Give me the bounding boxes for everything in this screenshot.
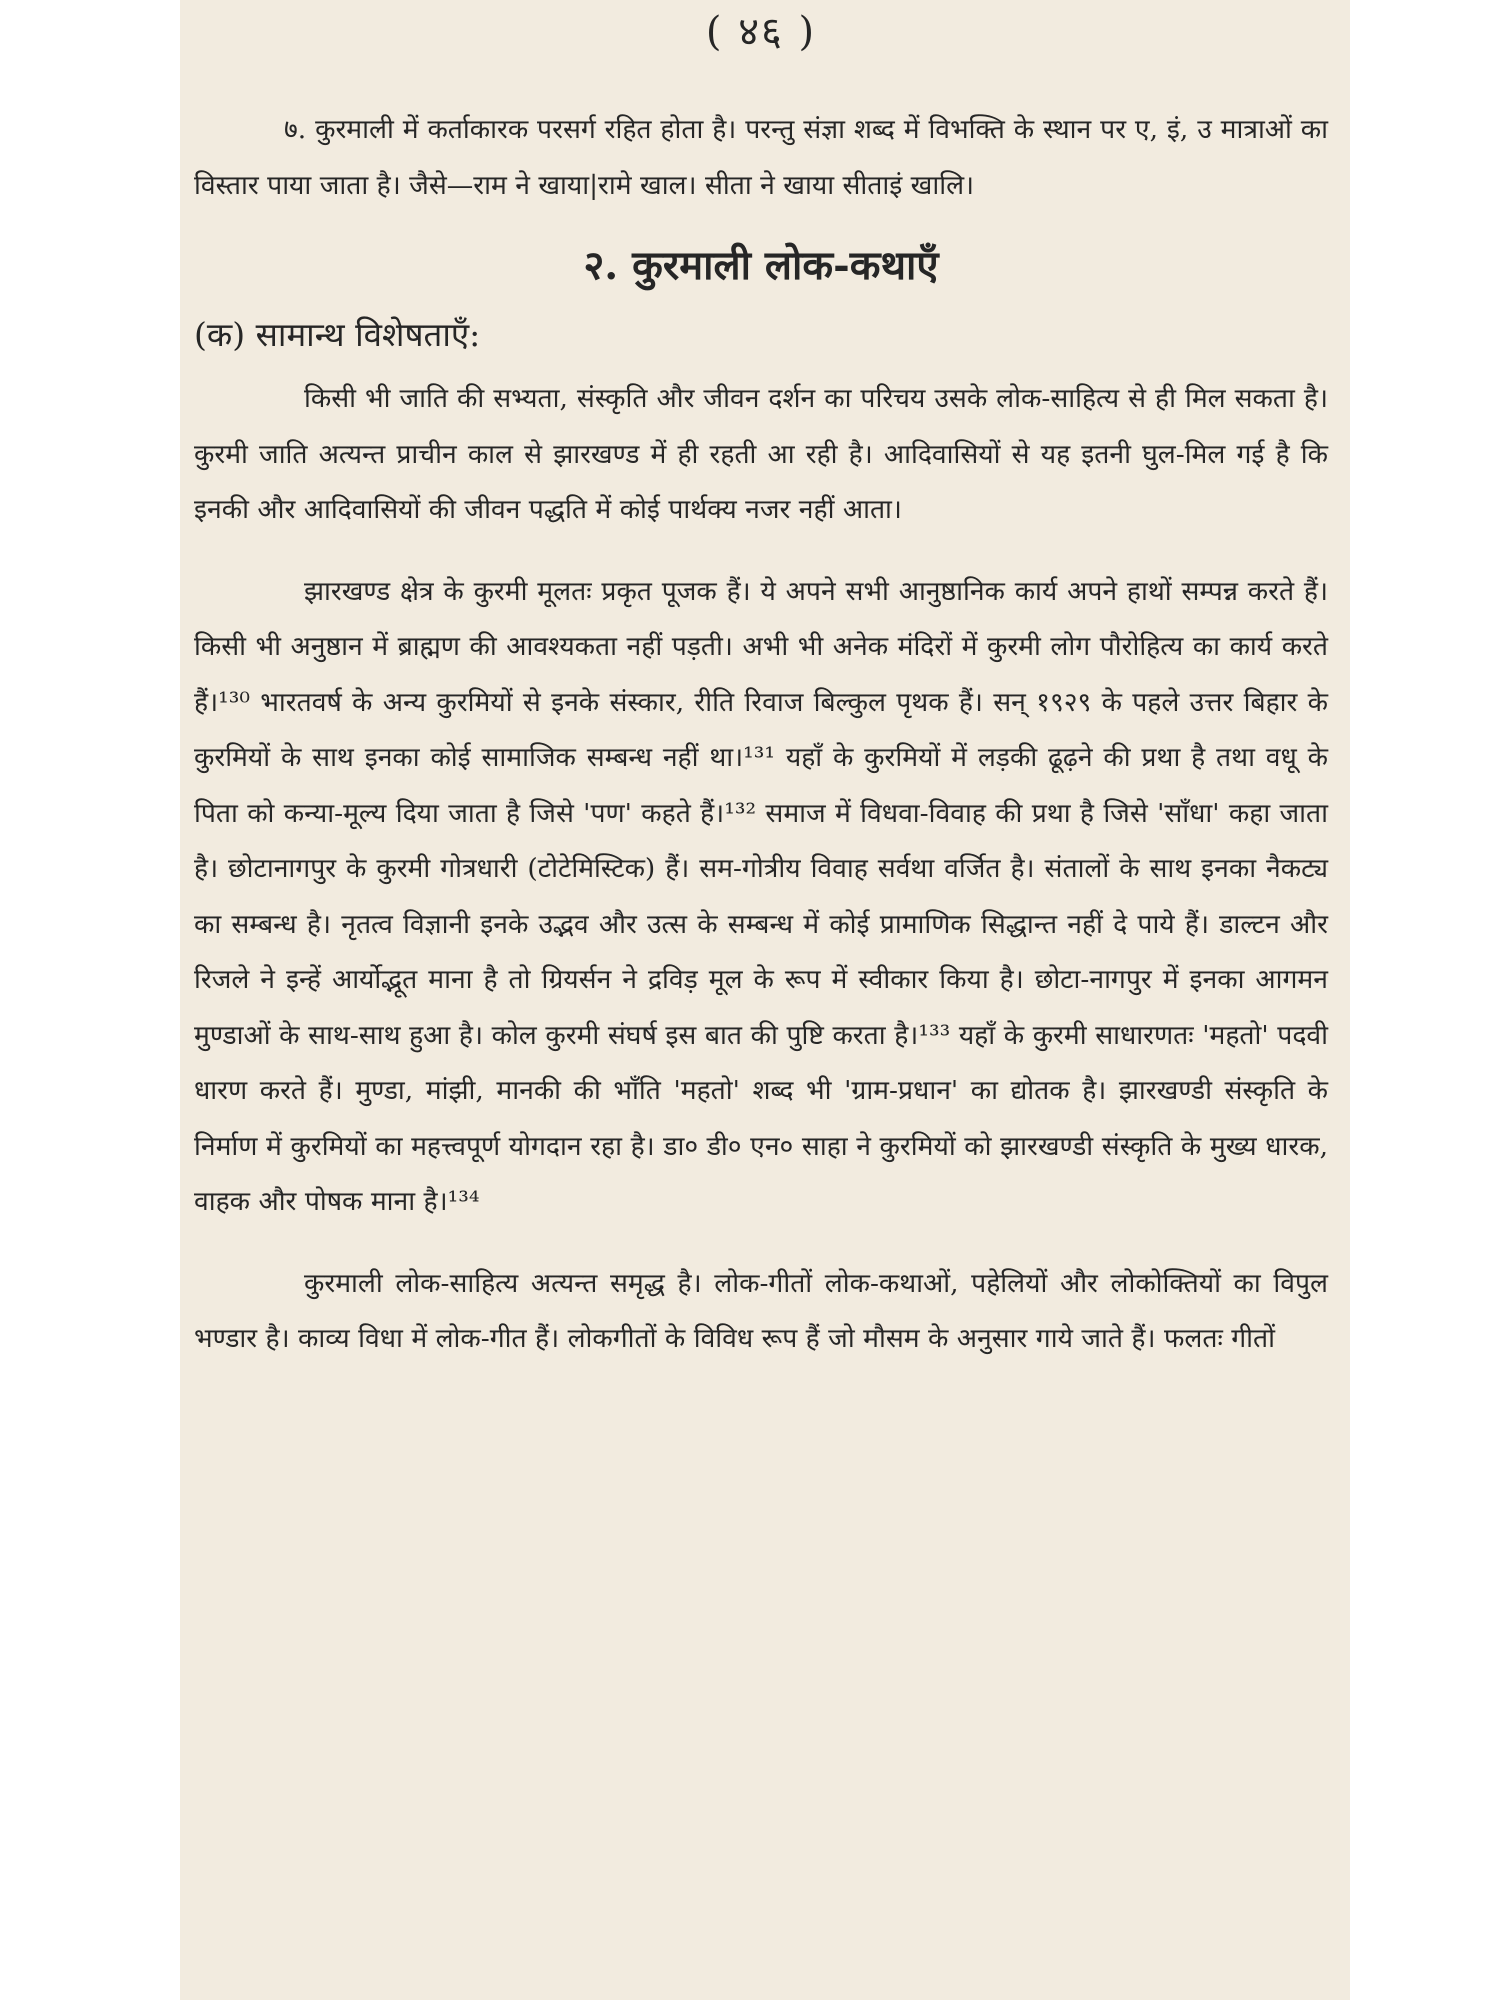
document-page <box>180 0 1350 2000</box>
section-heading: २. कुरमाली लोक-कथाएँ <box>583 242 939 289</box>
paragraph-kurmi-culture: झारखण्ड क्षेत्र के कुरमी मूलतः प्रकृत पूजक हैं। ये अपने सभी आनुष्ठानिक कार्य अपने हाथों सम्पन्न करते हैं। किसी भी अनुष्ठान में ब्राह्मण की आवश्यकता नहीं पड़ती। अभी भी अनेक मंदिरों में कुरमी लोग पौरोहित्य का कार्य करते हैं।¹³⁰ भारतवर्ष के अन्य कुरमियों से इनके संस्कार, रीति रिवाज बिल्कुल पृथक हैं। सन् १९२९ के पहले उत्तर बिहार के कुरमियों के साथ इनका कोई सामाजिक सम्बन्ध नहीं था।¹³¹ यहाँ के कुरमियों में लड़की ढूढ़ने की प्रथा है तथा वधू के पिता को कन्या-मूल्य दिया जाता है जिसे 'पण' कहते हैं।¹³² समाज में विधवा-विवाह की प्रथा है जिसे 'साँधा' कहा जाता है। छोटानागपुर के कुरमी गोत्रधारी (टोटेमिस्टिक) हैं। सम-गोत्रीय विवाह सर्वथा वर्जित है। संतालों के साथ इनका नैकट्य का सम्बन्ध है। नृतत्व विज्ञानी इनके उद्भव और उत्स के सम्बन्ध में कोई प्रामाणिक सिद्धान्त नहीं दे पाये हैं। डाल्टन और रिजले ने इन्हें आर्योद्भूत माना है तो ग्रियर्सन ने द्रविड़ मूल के रूप में स्वीकार किया है। छोटा-नागपुर में इनका आगमन मुण्डाओं के साथ-साथ हुआ है। कोल कुरमी संघर्ष इस बात की पुष्टि करता है।¹³³ यहाँ के कुरमी साधारणतः 'महतो' पदवी धारण करते हैं। मुण्डा, मांझी, मानकी की भाँति 'महतो' शब्द भी 'ग्राम-प्रधान' का द्योतक है। झारखण्डी संस्कृति के निर्माण में कुरमियों का महत्त्वपूर्ण योगदान रहा है। डा० डी० एन० साहा ने कुरमियों को झारखण्डी संस्कृति के मुख्य धारक, वाहक और पोषक माना है।¹³⁴ <box>194 575 1328 1217</box>
paragraph-introduction: किसी भी जाति की सभ्यता, संस्कृति और जीवन दर्शन का परिचय उसके लोक-साहित्य से ही मिल सकता है। कुरमी जाति अत्यन्त प्राचीन काल से झारखण्ड में ही रहती आ रही है। आदिवासियों से यह इतनी घुल-मिल गई है कि इनकी और आदिवासियों की जीवन पद्धति में कोई पार्थक्य नजर नहीं आता। <box>194 383 1328 525</box>
paragraph-case-marker: ७. कुरमाली में कर्ताकारक परसर्ग रहित होता है। परन्तु संज्ञा शब्द में विभक्ति के स्थान पर ए, इं, उ मात्राओं का विस्तार पाया जाता है। जैसे—राम ने खाया|रामे खाल। सीता ने खाया सीताइं खालि। <box>194 114 1328 201</box>
page-number: ( ४६ ) <box>705 9 817 55</box>
sub-heading: (क) सामान्थ विशेषताएँ: <box>194 315 481 354</box>
paragraph-folk-literature: कुरमाली लोक-साहित्य अत्यन्त समृद्ध है। लोक-गीतों लोक-कथाओं, पहेलियों और लोकोक्तियों का विपुल भण्डार है। काव्य विधा में लोक-गीत हैं। लोकगीतों के विविध रूप हैं जो मौसम के अनुसार गाये जाते हैं। फलतः गीतों <box>194 1267 1328 1354</box>
